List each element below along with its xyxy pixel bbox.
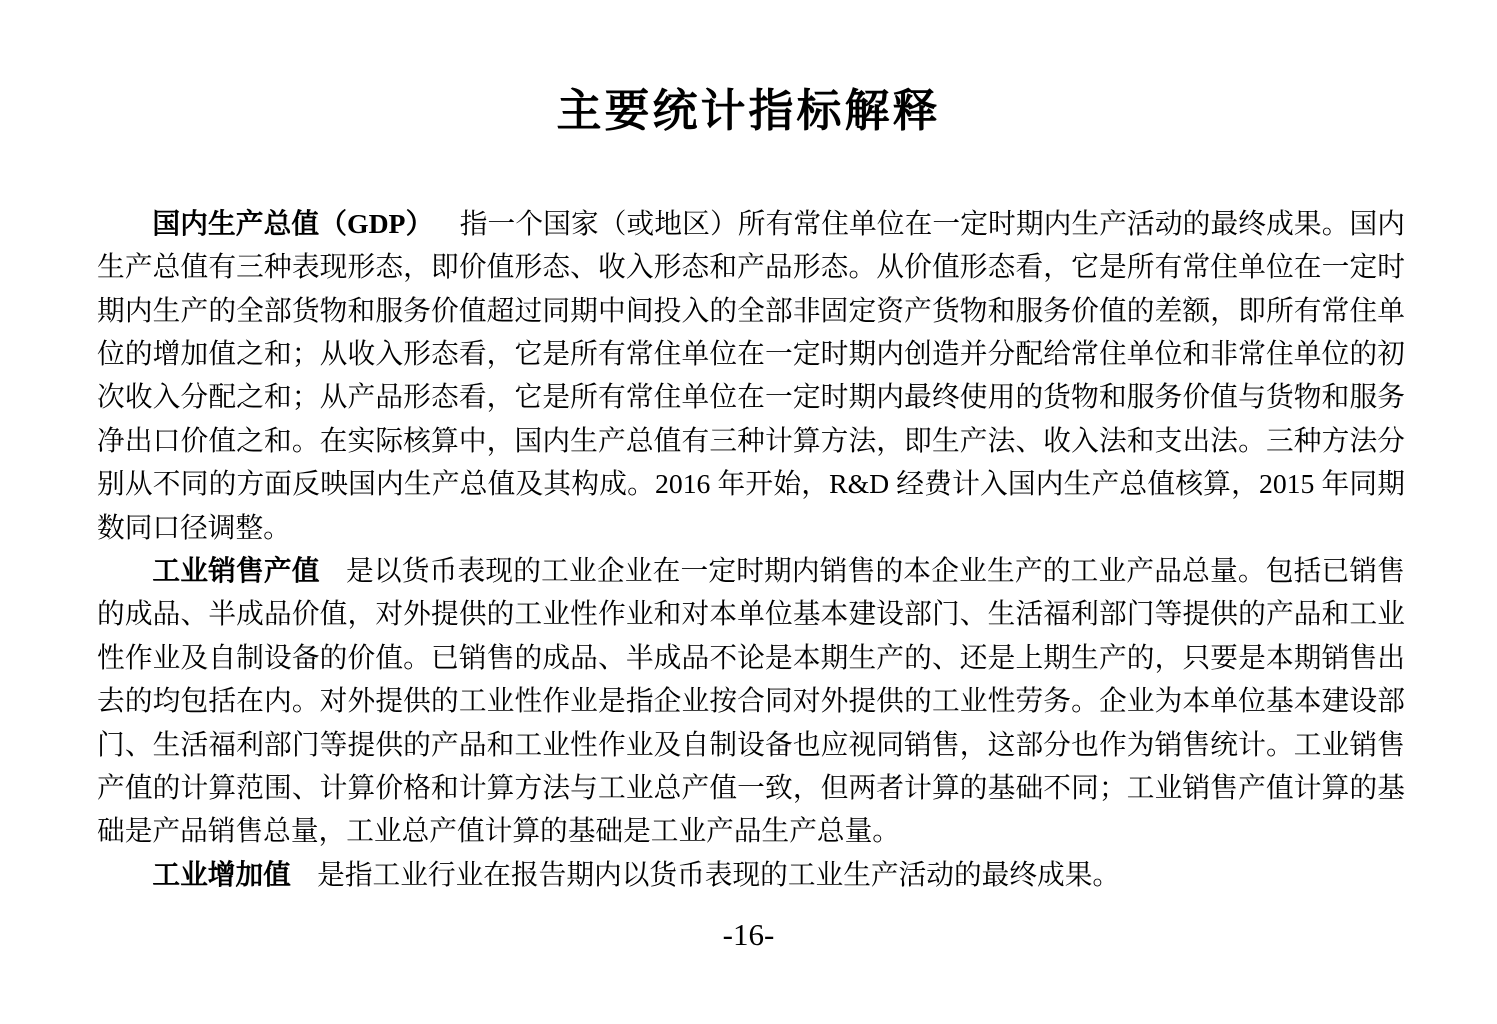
paragraph-gdp (97, 202, 1405, 549)
term-industrial-sales-output: 工业销售产值 (152, 555, 320, 586)
document-body (97, 202, 1405, 897)
paragraph-gdp-text: 指一个国家（或地区）所有常住单位在一定时期内生产活动的最终成果。国内生产总值有三种表现形态，即价值形态、收入形态和产品形态。从价值形态看，它是所有常住单位在一定时期内生产的全部货物和服务价值超过同期中间投入的全部非固定资产货物和服务价值的差额，即所有常住单位的增加值之和；从收入形态看，它是所有常住单位在一定时期内创造并分配给常住单位和非常住单位的初次收入分配之和；从产品形态看，它是所有常住单位在一定时期内最终使用的货物和服务价值与货物和服务净出口价值之和。在实际核算中，国内生产总值有三种计算方法，即生产法、收入法和支出法。三种方法分别从不同的方面反映国内生产总值及其构成。2016 年开始，R&D 经费计入国内生产总值核算，2015 年同期数同口径调整。 (97, 207, 1405, 543)
paragraph-industrial-sales-output-text: 是以货币表现的工业企业在一定时期内销售的本企业生产的工业产品总量。包括已销售的成品、半成品价值，对外提供的工业性作业和对本单位基本建设部门、生活福利部门等提供的产品和工业性作业及自制设备的价值。已销售的成品、半成品不论是本期生产的、还是上期生产的，只要是本期销售出去的均包括在内。对外提供的工业性作业是指企业按合同对外提供的工业性劳务。企业为本单位基本建设部门、生活福利部门等提供的产品和工业性作业及自制设备也应视同销售，这部分也作为销售统计。工业销售产值的计算范围、计算价格和计算方法与工业总产值一致，但两者计算的基础不同；工业销售产值计算的基础是产品销售总量，工业总产值计算的基础是工业产品生产总量。 (97, 555, 1405, 847)
paragraph-industrial-sales-output (97, 549, 1405, 853)
page-title: 主要统计指标解释 (556, 86, 941, 136)
term-industrial-added-value: 工业增加值 (152, 858, 291, 890)
page-number: -16- (722, 917, 775, 953)
term-gdp: 国内生产总值（GDP） (152, 207, 434, 239)
paragraph-industrial-added-value-text: 是指工业行业在报告期内以货币表现的工业生产活动的最终成果。 (317, 858, 1121, 890)
paragraph-industrial-added-value (97, 853, 1405, 896)
